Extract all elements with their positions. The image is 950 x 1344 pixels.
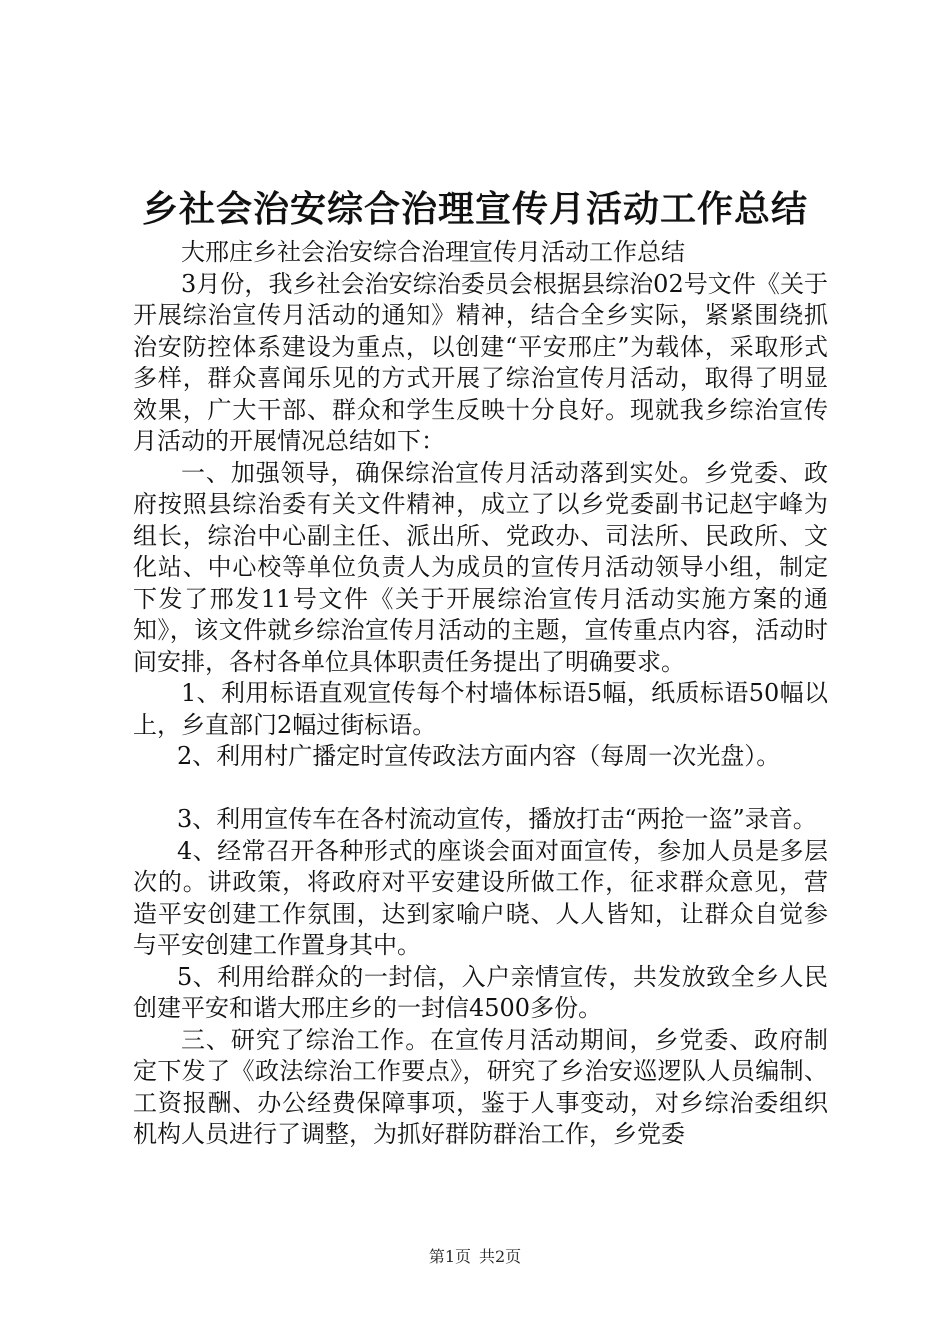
item-five-paragraph: 5、利用给群众的一封信，入户亲情宣传，共发放致全乡人民创建平安和谐大邢庄乡的一封信4500多份。	[133, 962, 828, 1022]
section-three-paragraph: 三、研究了综治工作。在宣传月活动期间，乡党委、政府制定下发了《政法综治工作要点》，研究了乡治安巡逻队人员编制、工资报酬、办公经费保障事项，鉴于人事变动，对乡综治委组织机构人员进行了调整，为抓好群防群治工作，乡党委	[133, 1025, 828, 1148]
section-one-paragraph: 一、加强领导，确保综治宣传月活动落到实处。乡党委、政府按照县综治委有关文件精神，成立了以乡党委副书记赵宇峰为组长，综治中心副主任、派出所、党政办、司法所、民政所、文化站、中心校等单位负责人为成员的宣传月活动领导小组，制定下发了邢发11号文件《关于开展综治宣传月活动实施方案的通知》，该文件就乡综治宣传月活动的主题，宣传重点内容，活动时间安排，各村各单位具体职责任务提出了明确要求。	[133, 458, 828, 676]
blank-line	[133, 773, 828, 805]
intro-paragraph: 3月份，我乡社会治安综治委员会根据县综治02号文件《关于开展综治宣传月活动的通知》精神，结合全乡实际，紧紧围绕抓治安防控体系建设为重点，以创建“平安邢庄”为载体，采取形式多样，群众喜闻乐见的方式开展了综治宣传月活动，取得了明显效果，广大干部、群众和学生反映十分良好。现就我乡综治宣传月活动的开展情况总结如下：	[133, 269, 828, 455]
item-four-paragraph: 4、经常召开各种形式的座谈会面对面宣传，参加人员是多层次的。讲政策，将政府对平安建设所做工作，征求群众意见，营造平安创建工作氛围，达到家喻户晓、人人皆知，让群众自觉参与平安创建工作置身其中。	[133, 836, 828, 959]
page-number: 第1页	[428, 1247, 471, 1266]
subtitle-paragraph: 大邢庄乡社会治安综合治理宣传月活动工作总结	[181, 238, 685, 266]
document-title: 乡社会治安综合治理宣传月活动工作总结	[141, 188, 808, 230]
page-footer	[0, 1246, 950, 1268]
page-total: 共2页	[479, 1247, 522, 1266]
item-three-paragraph: 3、利用宣传车在各村流动宣传，播放打击“两抢一盗”录音。	[177, 805, 817, 833]
document-body	[133, 237, 828, 1151]
item-two-paragraph: 2、利用村广播定时宣传政法方面内容（每周一次光盘）。	[177, 742, 781, 770]
item-one-paragraph: 1、利用标语直观宣传每个村墙体标语5幅，纸质标语50幅以上，乡直部门2幅过街标语。	[133, 679, 828, 739]
